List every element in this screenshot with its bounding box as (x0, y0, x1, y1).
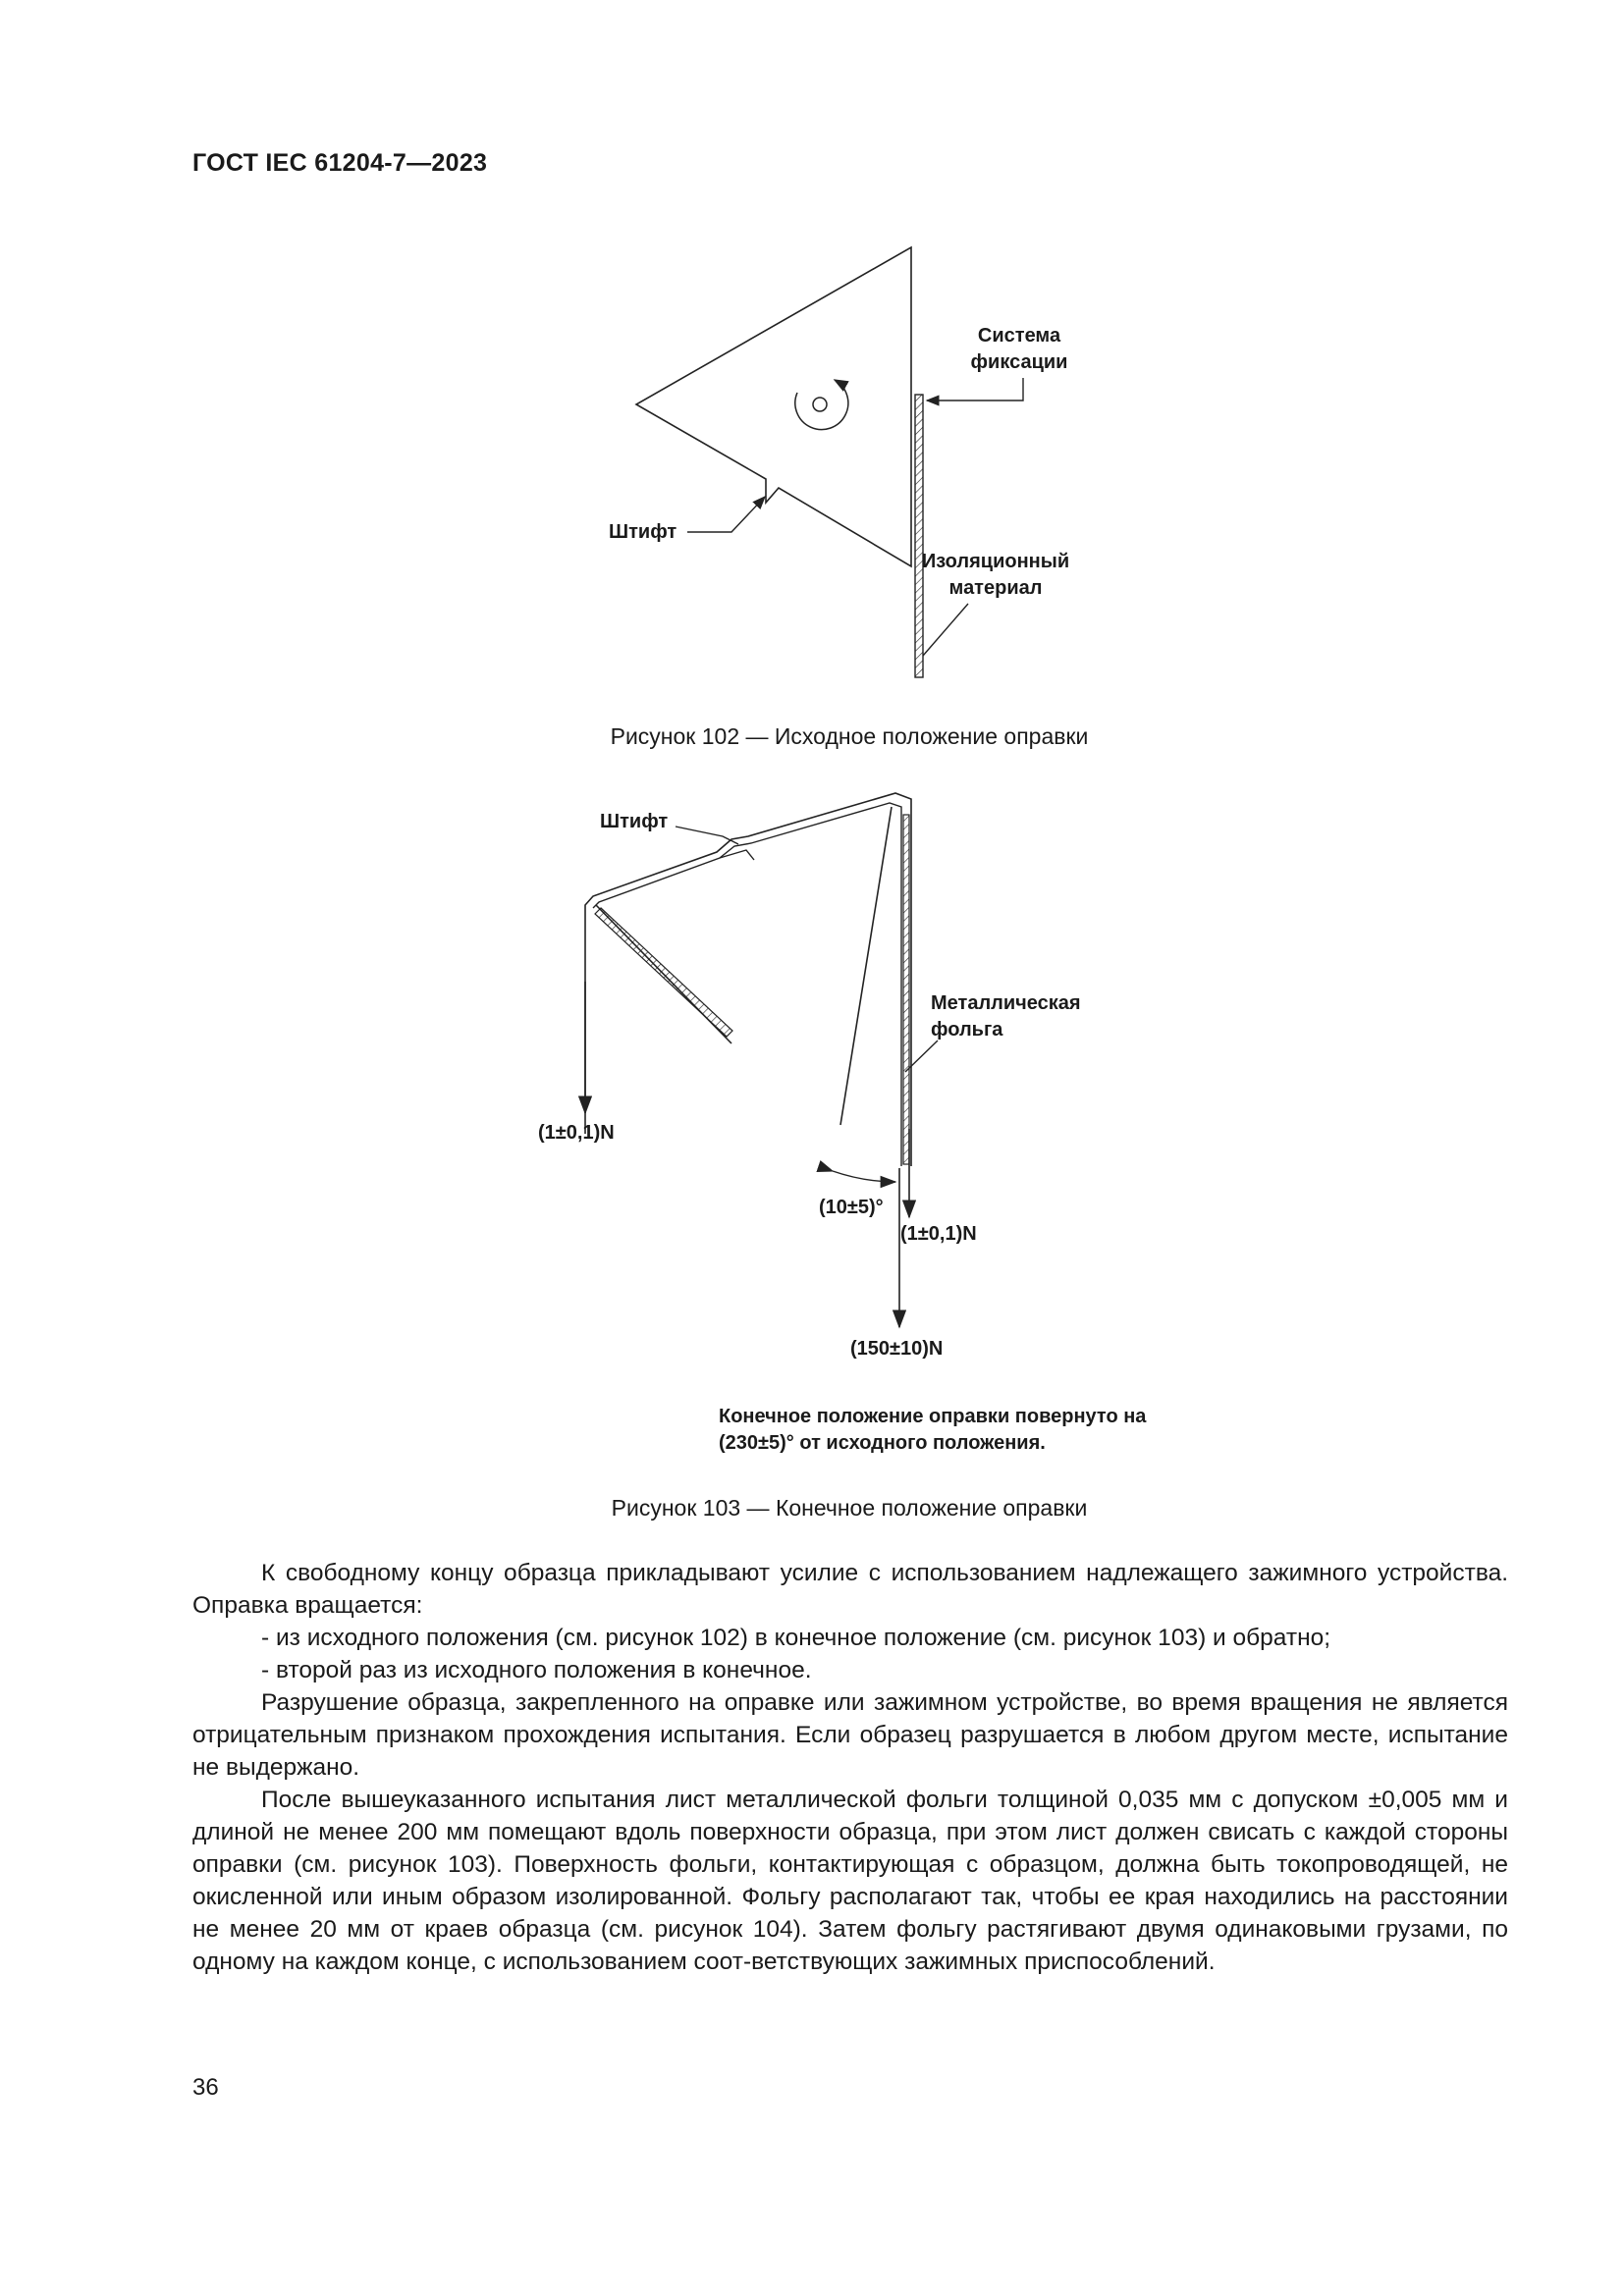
mandrel-triangle-final (596, 807, 892, 1125)
label-force-left: (1±0,1)N (538, 1122, 615, 1144)
svg-text:Конечное положение оправки пов (719, 1406, 1147, 1427)
figure-102-caption: Рисунок 102 — Исходное положение оправки (610, 723, 1089, 749)
label-system-line1: Система (977, 325, 1061, 347)
specimen-left (595, 908, 732, 1037)
angle-arc (833, 1171, 895, 1182)
label-force-bottom: (150±10)N (850, 1338, 944, 1360)
svg-text:Система (978, 325, 1061, 347)
insulation-strip (915, 395, 923, 677)
figure-103-caption: Рисунок 103 — Конечное положение оправки (611, 1495, 1088, 1521)
leader-foil (905, 1041, 938, 1072)
label-angle: (10±5)° (819, 1197, 884, 1218)
metal-foil-outer (585, 793, 911, 1166)
svg-text:(230±5)° от исходного положени (719, 1432, 1046, 1454)
svg-text:(1±0,1)N (900, 1223, 977, 1245)
label-system-line2: фиксации (970, 351, 1068, 373)
document-header: ГОСТ IEC 61204-7—2023 (192, 149, 488, 177)
rotation-arrow (795, 380, 848, 430)
label-insulation-line2: материал (948, 577, 1043, 599)
figure-103-diagram (0, 775, 1624, 1482)
label-foil-line1: Металлическая (931, 992, 1081, 1014)
svg-text:Штифт (609, 521, 677, 543)
label-pin-final: Штифт (600, 811, 669, 832)
paragraph-1: К свободному концу образца прикладывают усилие с использованием надлежащего зажимного устройства. Оправка вращается: (192, 1560, 1508, 1619)
leader-pin (687, 497, 765, 532)
svg-text:фольга (931, 1019, 1003, 1041)
body-text (192, 1557, 1508, 1978)
label-force-right: (1±0,1)N (900, 1223, 977, 1245)
svg-text:(1±0,1)N (538, 1122, 615, 1144)
paragraph-3: После вышеуказанного испытания лист металлической фольги толщиной 0,035 мм с допуском ±0,005 мм и длиной не менее 200 мм помещают вдоль поверхности образца, при этом лист должен свисать с каждой стороны оправки (см. рисунок 103). Поверхность фольги, контактирующая с образцом, должна быть токопроводящей, не окисленной или иным образом изолированной. Фольгу располагают так, чтобы ее края находились на расстоянии не менее 20 мм от краев образца (см. рисунок 104). Затем фольгу растягивают двумя одинаковыми грузами, по одному на каждом конце, с использованием соот-ветствующих зажимных приспособлений. (192, 1787, 1508, 1975)
specimen-right (903, 815, 909, 1164)
list-item: - второй раз из исходного положения в конечное. (261, 1657, 812, 1683)
page-number: 36 (192, 2074, 219, 2101)
figure-102-diagram (0, 226, 1624, 687)
svg-text:Металлическая (931, 992, 1081, 1014)
svg-text:Штифт (600, 811, 668, 832)
mandrel-triangle (636, 247, 911, 566)
label-pin: Штифт (609, 521, 677, 543)
svg-text:(150±10)N (850, 1338, 943, 1360)
pin-bump (720, 850, 754, 860)
svg-text:материал (949, 577, 1043, 599)
label-insulation-line1: Изоляционный (921, 551, 1070, 572)
rotation-center (813, 398, 827, 411)
list-item: - из исходного положения (см. рисунок 102) в конечное положение (см. рисунок 103) и обратно; (261, 1625, 1331, 1651)
svg-text:фиксации (971, 351, 1068, 373)
metal-foil-inner (593, 803, 901, 1166)
paragraph-2: Разрушение образца, закрепленного на оправке или зажимном устройстве, во время вращения не является отрицательным признаком прохождения испытания. Если образец разрушается в любом другом месте, испытание не выдержано. (192, 1689, 1508, 1781)
leader-system (927, 378, 1023, 400)
svg-text:(10±5)° (819, 1197, 884, 1218)
svg-text:Изоляционный (922, 551, 1069, 572)
label-foil-line2: фольга (931, 1019, 1003, 1041)
note-line1: Конечное положение оправки повернуто на (719, 1406, 1147, 1427)
note-line2: (230±5)° от исходного положения. (719, 1432, 1046, 1454)
leader-insulation (923, 604, 968, 656)
